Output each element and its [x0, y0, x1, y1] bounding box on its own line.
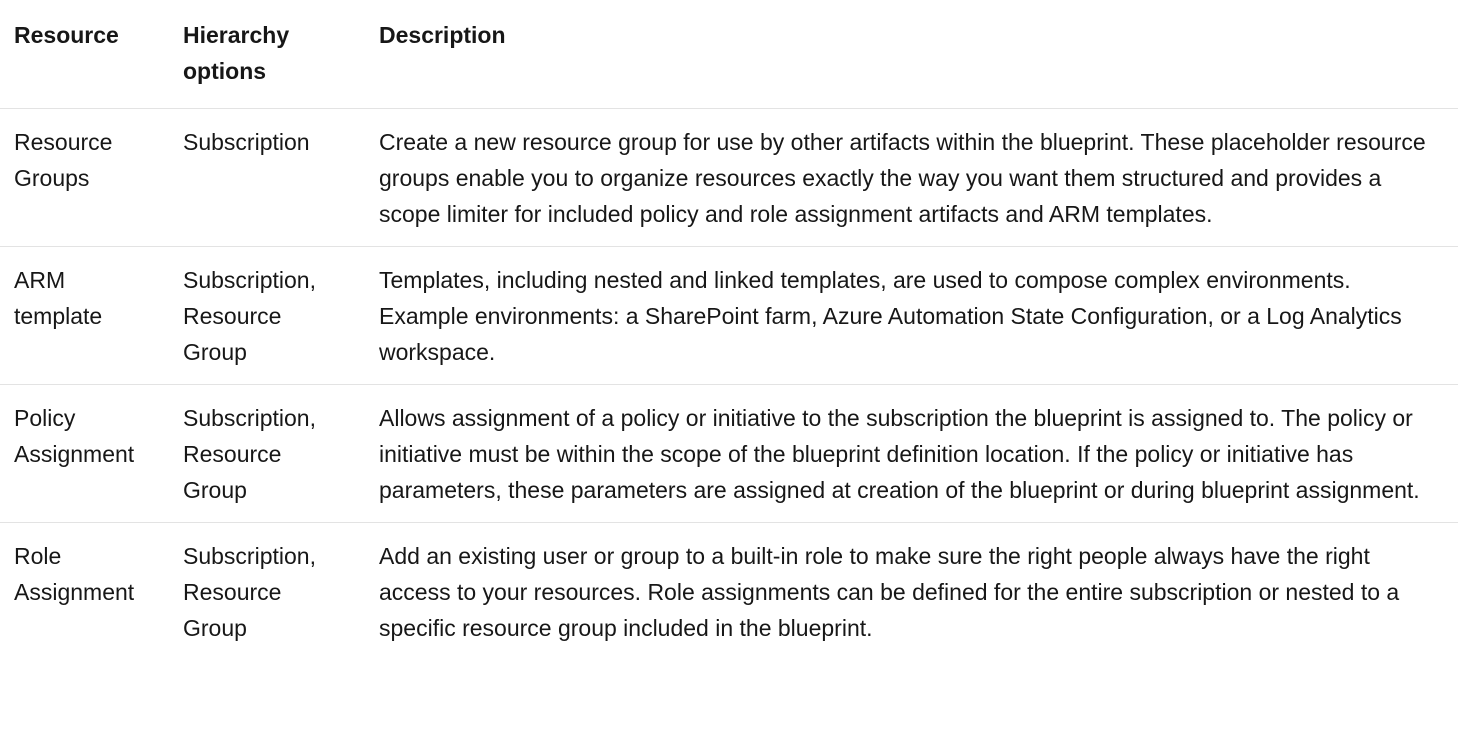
cell-description: Add an existing user or group to a built-in role to make sure the right people always have the right access to your resources. Role assignments can be defined for the entire subscription or nested to a specific resource group included in the blueprint. — [379, 543, 1400, 641]
cell-description: Templates, including nested and linked templates, are used to compose complex environments. Example environments: a SharePoint farm, Azure Automation State Configuration, or a Log Analytics workspace. — [379, 247, 1458, 385]
table-row — [0, 247, 1458, 385]
cell-hierarchy: Subscription, Resource Group — [183, 385, 379, 523]
cell-description: Allows assignment of a policy or initiative to the subscription the blueprint is assigned to. The policy or initiative must be within the scope of the blueprint definition location. If the policy or initiative has parameters, these parameters are assigned at creation of the blueprint or during blueprint assignment. — [379, 385, 1458, 523]
table-row — [0, 109, 1458, 247]
cell-resource: ARM template — [0, 247, 183, 385]
cell-description: Create a new resource group for use by other artifacts within the blueprint. These placeholder resource groups enable you to organize resources exactly the way you want them structured and provides a scope limiter for included policy and role assignment artifacts and ARM templates. — [379, 109, 1458, 247]
table-body — [0, 109, 1458, 661]
cell-resource: Resource Groups — [0, 109, 183, 247]
table-row — [0, 385, 1458, 523]
cell-hierarchy: Subscription, Resource Group — [183, 543, 316, 641]
table-row — [0, 523, 1458, 661]
table-header — [0, 0, 1458, 109]
header-resource: Resource — [0, 0, 183, 109]
cell-resource: Role Assignment — [14, 543, 135, 605]
header-hierarchy-options: Hierarchy options — [183, 0, 379, 109]
cell-resource: Policy Assignment — [0, 385, 183, 523]
cell-hierarchy: Subscription, Resource Group — [183, 247, 379, 385]
cell-hierarchy: Subscription — [183, 109, 379, 247]
header-row — [0, 0, 1458, 109]
header-description: Description — [379, 0, 1458, 109]
